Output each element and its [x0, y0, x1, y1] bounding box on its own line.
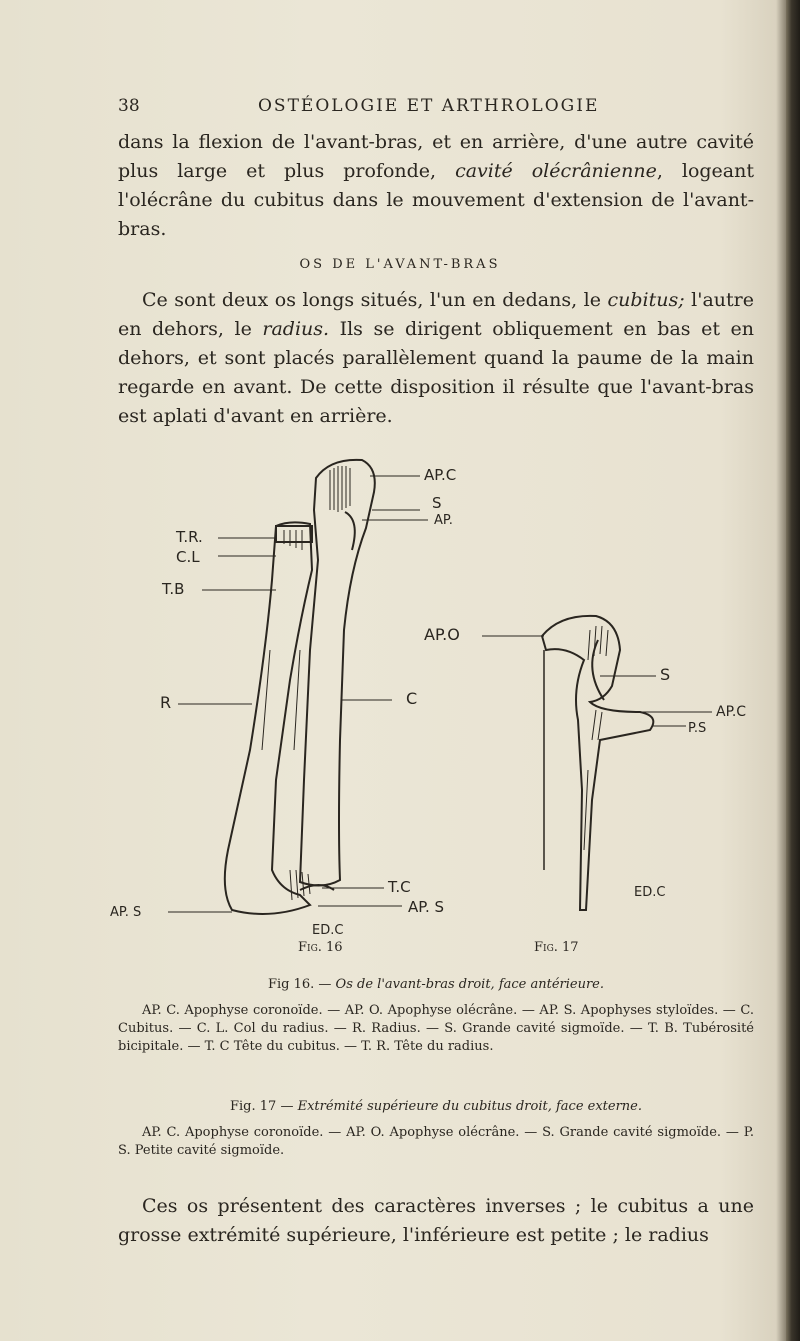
caption-16-title [118, 976, 754, 994]
caption-17-title [118, 1098, 754, 1116]
fig16-label-c: C [406, 689, 418, 708]
fig17-label-apo: AP.O [424, 625, 460, 644]
fig16-label-ap: AP. [434, 513, 453, 528]
fig16-label-cl: C.L [176, 548, 200, 566]
paragraph-1-text-b: , logeant l'olécrâne du cubitus dans le mouvement d'extension de l'avant-bras. [118, 160, 754, 240]
caption-17-legend: AP. C. Apophyse coronoïde. — AP. O. Apophyse olécrâne. — S. Grande cavité sigmoïde. — P. S. Petite cavité sigmoïde. [118, 1125, 754, 1158]
caption-17-prefix: Fig. 17 — [230, 1099, 298, 1114]
paragraph-2-text-b: l'autre en dehors, le [118, 289, 755, 340]
fig16-label-apc: AP.C [424, 466, 457, 484]
caption-fig-17 [118, 1098, 754, 1160]
fig16-label-edc: ED.C [312, 923, 344, 938]
fig16-label-tb: T.B [162, 580, 185, 598]
page-header [118, 96, 758, 120]
ulna-shape [300, 460, 375, 886]
paragraph-2-text-c: Ils se dirigent obliquement en bas et en dehors, et sont placés parallèlement quand la paume de la main regarde en avant. De cette disposition il résulte que l'avant-bras est aplati d'avant en arrière. [118, 318, 754, 427]
caption-17-title-text: Extrémité supérieure du cubitus droit, face externe. [297, 1099, 642, 1114]
paragraph-3: Ces os présentent des caractères inverses ; le cubitus a une grosse extrémité supérieure, l'inférieure est petite ; le radius [118, 1195, 754, 1246]
term-cavite-olecranienne: cavité olécrânienne [455, 160, 657, 182]
caption-16-title-text: Os de l'avant-bras droit, face antérieure. [335, 977, 605, 992]
paragraph-2-text-a: Ce sont deux os longs situés, l'un en dedans, le [142, 289, 608, 311]
term-cubitus: cubitus; [607, 289, 685, 311]
fig17-label-edc: ED.C [634, 885, 666, 900]
figure-16-forearm-bones [168, 460, 428, 914]
section-title: OS DE L'AVANT-BRAS [299, 257, 501, 272]
page-number: 38 [118, 96, 140, 116]
caption-16-prefix: Fig 16. — [267, 977, 336, 992]
fig17-label-ps: P.S [688, 721, 707, 736]
caption-fig-16 [118, 976, 754, 1056]
figure-17-number: Fig. 17 [534, 940, 579, 955]
figure-illustrations [0, 450, 800, 940]
fig16-label-tr: T.R. [176, 528, 203, 546]
fig16-label-tc: T.C [388, 878, 411, 896]
fig17-label-apc: AP.C [716, 704, 747, 720]
fig17-label-s: S [660, 665, 671, 684]
fig16-label-aps-left: AP. S [110, 905, 142, 920]
paragraph-1 [118, 128, 754, 244]
fig16-label-s: S [432, 494, 442, 512]
figure-17-ulna-upper-end [482, 616, 712, 910]
caption-16-legend: AP. C. Apophyse coronoïde. — AP. O. Apophyse olécrâne. — AP. S. Apophyses styloïdes. — C. Cubitus. — C. L. Col du radius. — R. Radius. — S. Grande cavité sigmoïde. — T. B. Tubérosité bicipitale. — T. C Tête du cubitus. — T. R. Tête du radius. [118, 1003, 754, 1054]
fig16-label-aps: AP. S [408, 898, 445, 916]
term-radius: radius. [262, 318, 330, 340]
fig16-label-r: R [160, 693, 172, 712]
figure-16-number: Fig. 16 [298, 940, 343, 955]
paragraph-1-text-a: dans la flexion de l'avant-bras, et en arrière, d'une autre cavité plus large et plus profonde, [118, 131, 754, 182]
radius-head [276, 526, 312, 542]
paragraph-2 [118, 286, 754, 431]
running-title: OSTÉOLOGIE ET ARTHROLOGIE [258, 96, 600, 116]
ulna-profile [542, 616, 653, 910]
radius-shape [225, 522, 312, 914]
